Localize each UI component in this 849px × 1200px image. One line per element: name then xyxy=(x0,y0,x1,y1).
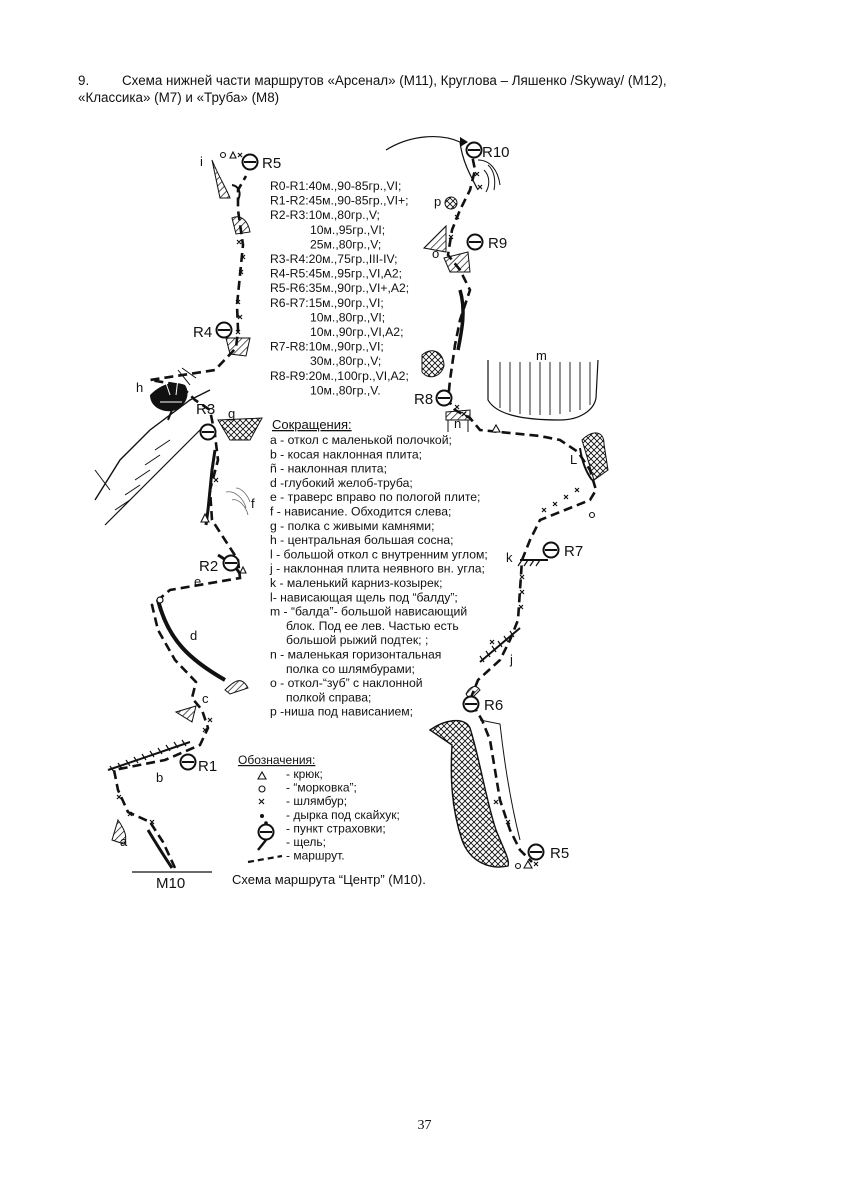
abbreviation-line: ñ - наклонная плита; xyxy=(270,461,387,476)
station-r5-bottom: R5 xyxy=(550,845,570,862)
station-r9: R9 xyxy=(488,235,508,252)
pitch-line: R5-R6:35м.,90гр.,VI+,A2; xyxy=(270,281,410,296)
abbreviation-line: большой рыжий подтек; ; xyxy=(286,633,429,648)
feature-k: k xyxy=(506,550,513,565)
legend-label: - дырка под скайхук; xyxy=(286,807,400,822)
feature-i-bottom: i xyxy=(452,793,455,808)
legend-labels xyxy=(286,767,400,863)
abbreviation-line: a - откол с маленькой полочкой; xyxy=(270,433,452,447)
legend-label: - маршрут. xyxy=(286,848,345,863)
abbreviation-line: d -глубокий желоб-труба; xyxy=(270,475,413,490)
left-route xyxy=(95,152,281,892)
feature-b: b xyxy=(156,770,164,785)
pitch-line: 10м.,80гр.,V. xyxy=(310,383,381,398)
legend-label: - пункт страховки; xyxy=(286,821,386,836)
feature-o: o xyxy=(432,246,440,261)
belay-icon-r7 xyxy=(544,543,559,558)
abbreviation-line: h - центральная большая сосна; xyxy=(270,533,454,548)
abbreviation-line: o - откол-“зуб” с наклонной xyxy=(270,676,423,691)
heading-line-2: «Классика» (М7) и «Труба» (М8) xyxy=(78,90,280,105)
station-r2: R2 xyxy=(199,558,219,575)
belay-icon-r9 xyxy=(468,235,483,250)
belay-icon-r5-bottom xyxy=(529,845,544,860)
pitch-line: 10м.,90гр.,VI,A2; xyxy=(310,325,404,339)
cross-icon xyxy=(259,799,264,804)
legend-label: - крюк; xyxy=(286,767,323,781)
abbreviation-line: l- нависающая щель под “балду”; xyxy=(270,590,458,605)
abbreviation-line: полкой справа; xyxy=(286,690,372,705)
feature-e: e xyxy=(194,574,202,589)
belay-icon-r4 xyxy=(217,323,232,338)
abbreviation-line: f - нависание. Обходится слева; xyxy=(270,504,452,519)
legend xyxy=(238,753,400,863)
station-r1: R1 xyxy=(198,758,218,775)
belay-icon-r6 xyxy=(464,697,479,712)
station-r4: R4 xyxy=(193,324,213,341)
pitch-line: R1-R2:45м.,90-85гр.,VI+; xyxy=(270,193,409,208)
pitch-line: 10м.,95гр.,VI; xyxy=(310,222,386,237)
route-icon xyxy=(248,856,282,862)
abbreviations-title: Сокращения: xyxy=(272,417,352,432)
circle-icon xyxy=(259,786,265,792)
belay-icon-r1 xyxy=(181,755,196,770)
pitch-line: R2-R3:10м.,80гр.,V; xyxy=(270,208,380,223)
triangle-icon xyxy=(258,772,266,779)
feature-g: g xyxy=(228,406,236,421)
pitch-line: R3-R4:20м.,75гр.,III-IV; xyxy=(270,252,398,266)
feature-m: m xyxy=(536,348,547,363)
pitch-line: 25м.,80гр.,V; xyxy=(310,237,382,252)
pitch-line: R0-R1:40м.,90-85гр.,VI; xyxy=(270,179,402,193)
feature-c: c xyxy=(202,691,209,706)
heading-number: 9. xyxy=(78,73,90,88)
feature-a: a xyxy=(120,834,128,849)
abbreviation-line: блок. Под ее лев. Частью есть xyxy=(286,618,459,633)
feature-p: p xyxy=(434,194,442,209)
abbreviation-line: b - косая наклонная плита; xyxy=(270,447,423,462)
pitch-line: R7-R8:10м.,90гр.,VI; xyxy=(270,339,384,354)
pitch-line: R8-R9:20м.,100гр.,VI,A2; xyxy=(270,368,409,383)
belay-icon-r5-top xyxy=(243,155,258,170)
belay-icon-r2 xyxy=(224,556,239,571)
crack-icon xyxy=(258,840,266,850)
station-r8: R8 xyxy=(414,391,434,408)
abbreviation-line: g - полка с живыми камнями; xyxy=(270,518,435,533)
abbreviation-line: полка со шлямбурами; xyxy=(286,661,415,676)
legend-label: - щель; xyxy=(286,835,326,849)
legend-title: Обозначения: xyxy=(238,753,316,767)
station-m10: M10 xyxy=(156,875,186,892)
pitch-list xyxy=(270,179,409,397)
station-r5-top: R5 xyxy=(262,155,282,172)
feature-f: f xyxy=(251,496,255,511)
feature-d: d xyxy=(190,628,198,643)
pitch-line: R4-R5:45м.,95гр.,VI,A2; xyxy=(270,266,403,281)
heading-text-1: Схема нижней части маршрутов «Арсенал» (М11), Круглова – Ляшенко /Skyway/ (М12), xyxy=(122,73,667,88)
page-number: 37 xyxy=(417,1118,432,1133)
station-r3: R3 xyxy=(196,401,216,418)
abbreviation-line: k - маленький карниз-козырек; xyxy=(270,576,443,590)
station-r7: R7 xyxy=(564,543,584,560)
abbreviation-line: p -ниша под нависанием; xyxy=(270,704,414,719)
abbreviation-line: l - большой откол с внутренним углом; xyxy=(270,547,488,562)
feature-n: n xyxy=(454,416,462,431)
abbreviations xyxy=(269,417,488,719)
abbreviation-line: m - “балда”- большой нависающий xyxy=(270,604,468,619)
abbreviation-line: e - траверс вправо по пологой плите; xyxy=(270,490,481,505)
abbreviation-line: n - маленькая горизонтальная xyxy=(270,647,442,662)
pitch-line: 30м.,80гр.,V; xyxy=(310,354,382,369)
feature-h: h xyxy=(136,380,144,395)
station-r6: R6 xyxy=(484,697,504,714)
legend-label: - “морковка”; xyxy=(286,780,357,795)
station-r10: R10 xyxy=(482,144,510,161)
feature-i-top: i xyxy=(200,154,203,169)
abbreviations-list xyxy=(269,433,488,719)
belay-icon-r8 xyxy=(437,391,452,406)
diagram-caption: Схема маршрута “Центр” (М10). xyxy=(232,872,426,887)
legend-label: - шлямбур; xyxy=(286,794,348,809)
dot-icon xyxy=(260,814,264,818)
belay-icon xyxy=(259,821,274,839)
feature-j: j xyxy=(510,652,513,667)
pitch-line: 10м.,80гр.,VI; xyxy=(310,310,386,325)
feature-L: L xyxy=(570,452,578,467)
belay-icon-r3 xyxy=(201,425,216,440)
pitch-line: R6-R7:15м.,90гр.,VI; xyxy=(270,295,384,310)
abbreviation-line: j - наклонная плита неявного вн. угла; xyxy=(270,561,485,576)
belay-icon-r10 xyxy=(467,143,482,158)
